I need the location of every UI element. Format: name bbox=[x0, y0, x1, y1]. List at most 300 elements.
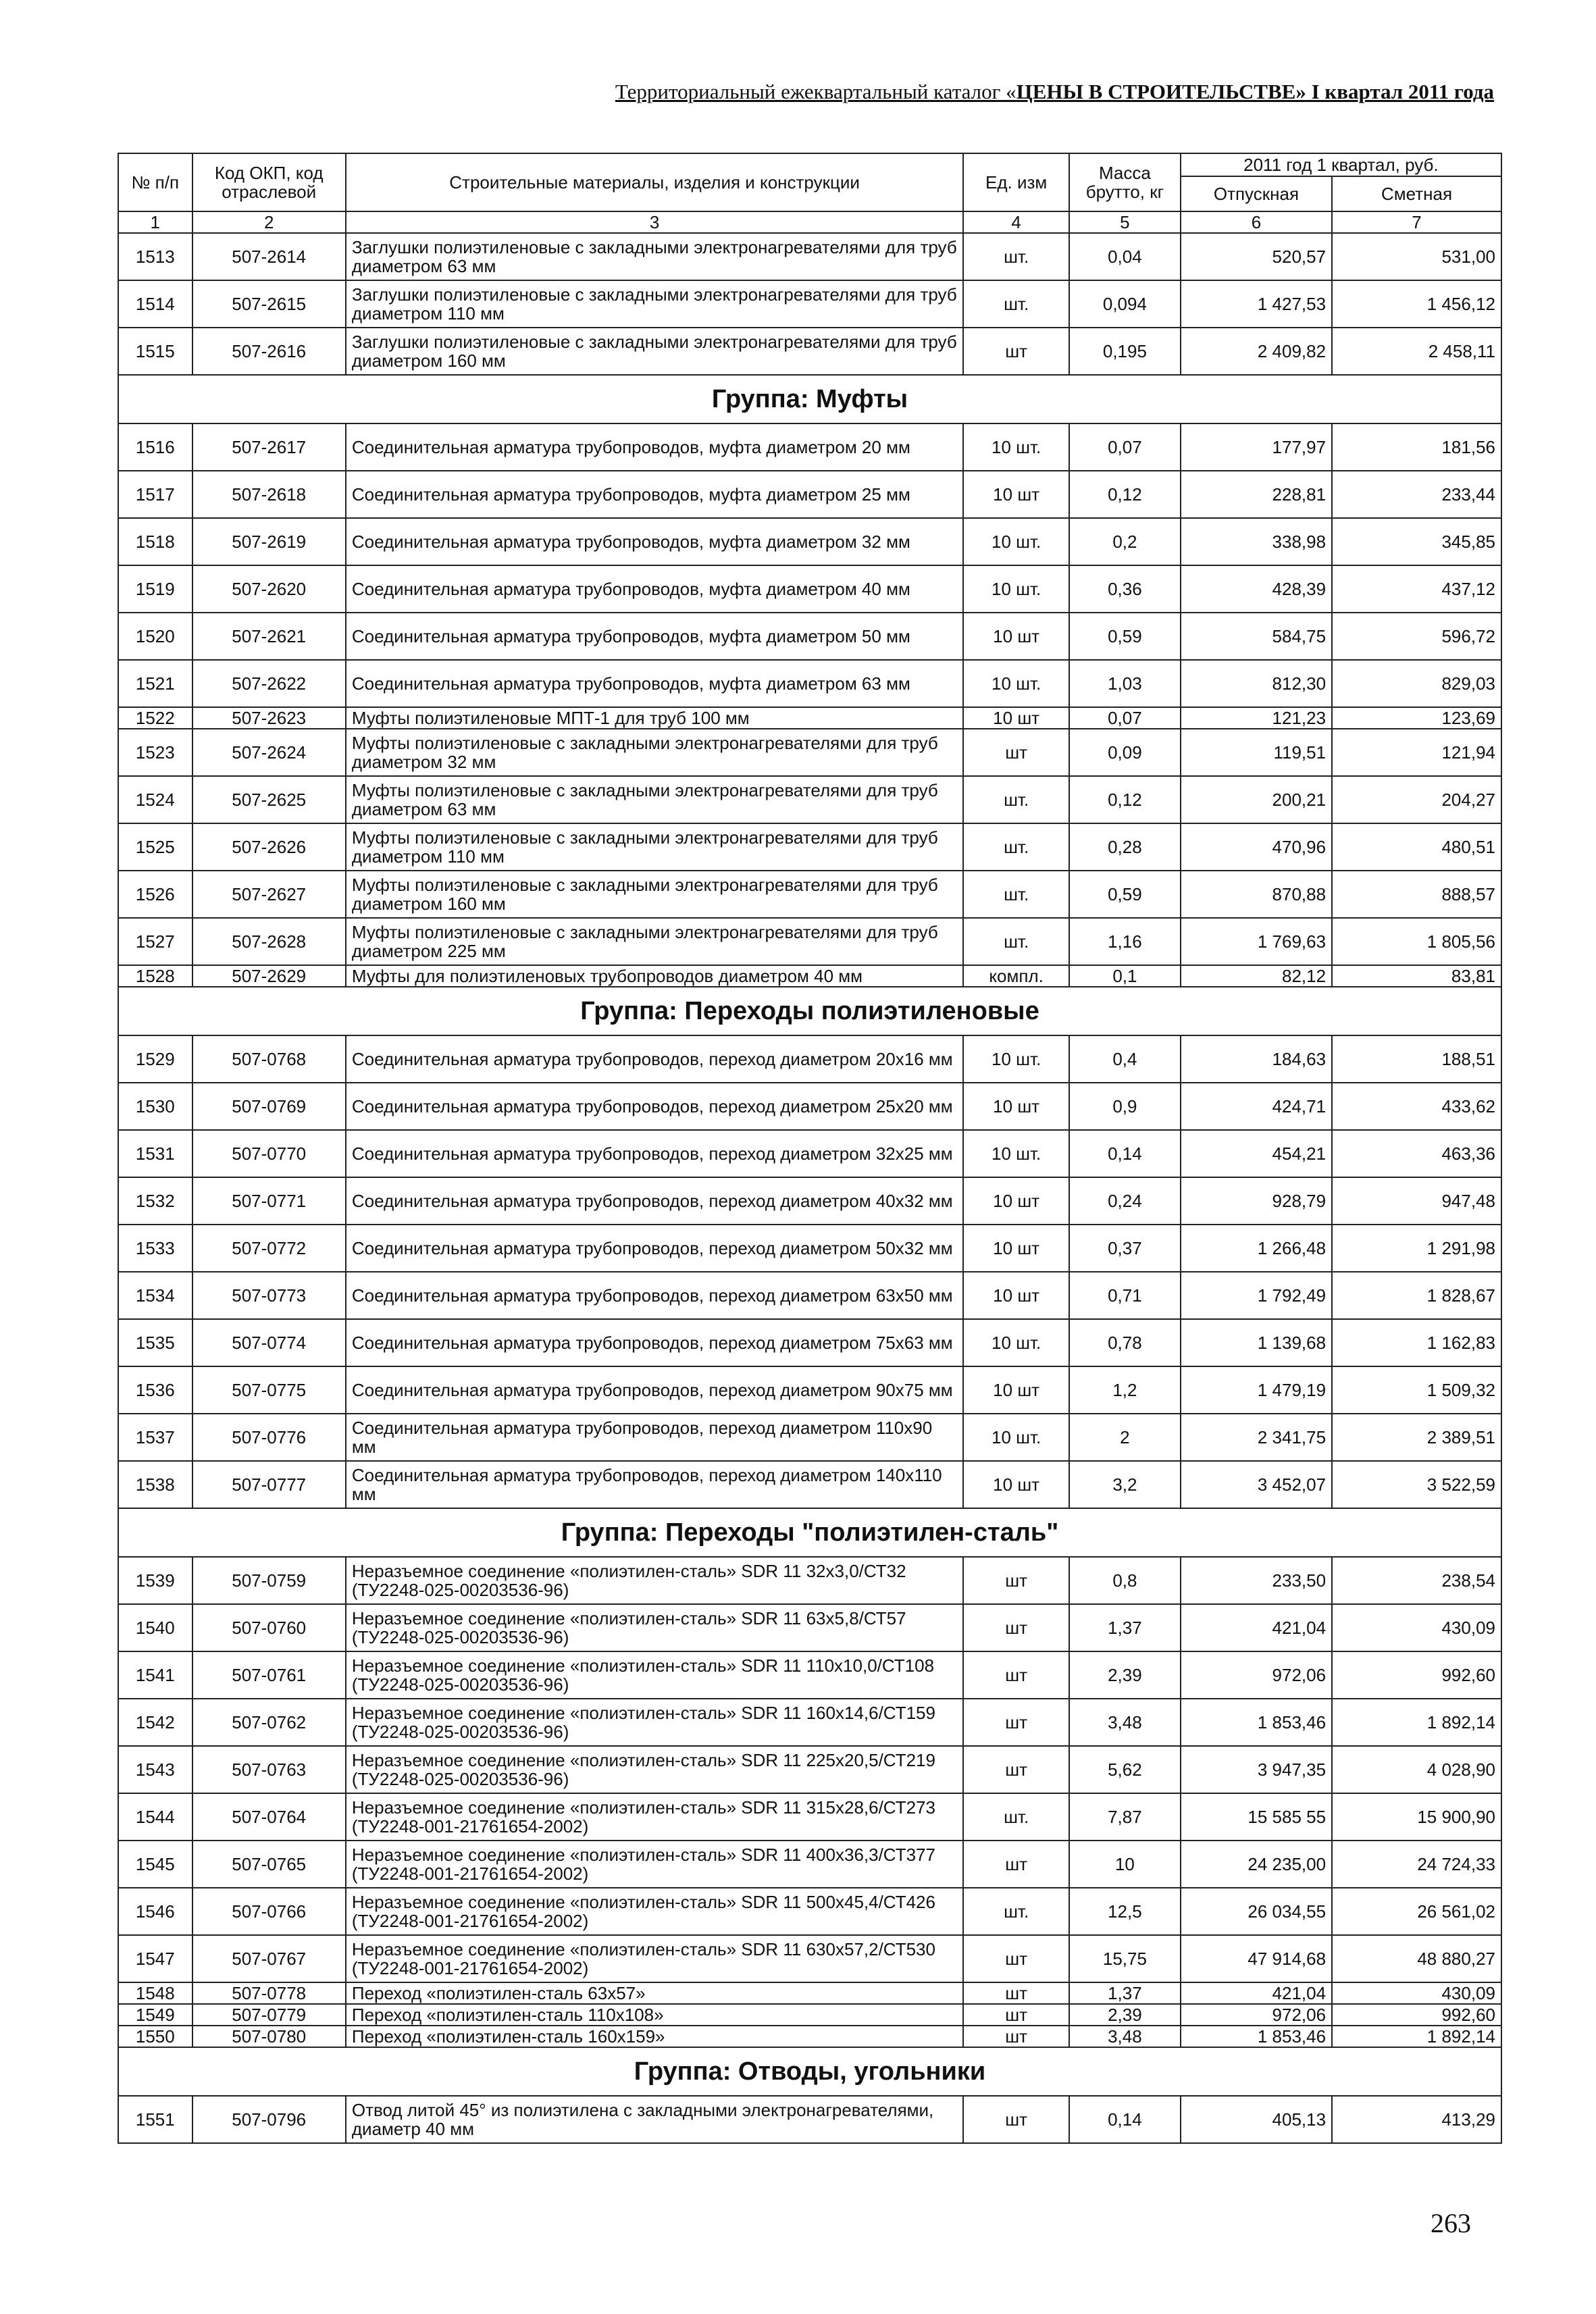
table-row bbox=[118, 565, 1501, 613]
row-name: Отвод литой 45° из полиэтилена с закладными электронагревателями, диаметр 40 мм bbox=[346, 2096, 963, 2143]
row-name: Заглушки полиэтиленовые с закладными электронагревателями для труб диаметром 110 мм bbox=[346, 280, 963, 328]
row-code: 507-2626 bbox=[192, 823, 346, 871]
row-number: 1534 bbox=[118, 1272, 192, 1319]
row-number: 1549 bbox=[118, 2004, 192, 2026]
row-name: Муфты полиэтиленовые с закладными электронагревателями для труб диаметром 63 мм bbox=[346, 776, 963, 823]
row-price-release: 421,04 bbox=[1181, 1982, 1332, 2004]
row-name: Неразъемное соединение «полиэтилен-сталь» SDR 11 110х10,0/СТ108 (ТУ2248-025-00203536-96) bbox=[346, 1651, 963, 1699]
row-unit: шт bbox=[963, 2096, 1069, 2143]
row-price-estimate: 1 805,56 bbox=[1332, 918, 1501, 965]
group-header-row bbox=[118, 2047, 1501, 2096]
row-mass: 0,37 bbox=[1069, 1225, 1181, 1272]
row-number: 1546 bbox=[118, 1888, 192, 1935]
table-row bbox=[118, 2096, 1501, 2143]
row-mass: 0,9 bbox=[1069, 1083, 1181, 1130]
row-number: 1517 bbox=[118, 471, 192, 518]
row-price-release: 1 479,19 bbox=[1181, 1366, 1332, 1414]
column-number: 1 bbox=[118, 211, 192, 233]
row-name: Соединительная арматура трубопроводов, переход диаметром 32х25 мм bbox=[346, 1130, 963, 1177]
row-unit: 10 шт. bbox=[963, 1035, 1069, 1083]
row-code: 507-0767 bbox=[192, 1935, 346, 1982]
row-mass: 0,59 bbox=[1069, 613, 1181, 660]
row-price-estimate: 992,60 bbox=[1332, 2004, 1501, 2026]
row-price-release: 233,50 bbox=[1181, 1557, 1332, 1604]
row-unit: шт bbox=[963, 2004, 1069, 2026]
row-price-estimate: 888,57 bbox=[1332, 871, 1501, 918]
table-row bbox=[118, 423, 1501, 471]
row-code: 507-0763 bbox=[192, 1746, 346, 1793]
row-code: 507-0777 bbox=[192, 1461, 346, 1508]
row-price-release: 3 947,35 bbox=[1181, 1746, 1332, 1793]
column-number-row bbox=[118, 211, 1501, 233]
row-mass: 5,62 bbox=[1069, 1746, 1181, 1793]
row-unit: шт bbox=[963, 1557, 1069, 1604]
row-number: 1528 bbox=[118, 965, 192, 987]
row-mass: 1,2 bbox=[1069, 1366, 1181, 1414]
row-name: Соединительная арматура трубопроводов, муфта диаметром 63 мм bbox=[346, 660, 963, 707]
row-name: Неразъемное соединение «полиэтилен-сталь» SDR 11 63х5,8/СТ57 (ТУ2248-025-00203536-96) bbox=[346, 1604, 963, 1651]
row-unit: 10 шт. bbox=[963, 1130, 1069, 1177]
row-code: 507-0762 bbox=[192, 1699, 346, 1746]
table-row bbox=[118, 1272, 1501, 1319]
row-code: 507-2628 bbox=[192, 918, 346, 965]
row-price-estimate: 188,51 bbox=[1332, 1035, 1501, 1083]
row-code: 507-0774 bbox=[192, 1319, 346, 1366]
col-price-estimate-header: Сметная bbox=[1332, 176, 1501, 211]
row-unit: шт bbox=[963, 1982, 1069, 2004]
row-name: Соединительная арматура трубопроводов, муфта диаметром 32 мм bbox=[346, 518, 963, 565]
row-mass: 0,09 bbox=[1069, 729, 1181, 776]
row-mass: 2 bbox=[1069, 1414, 1181, 1461]
table-row bbox=[118, 776, 1501, 823]
row-price-estimate: 121,94 bbox=[1332, 729, 1501, 776]
row-code: 507-0766 bbox=[192, 1888, 346, 1935]
column-number: 4 bbox=[963, 211, 1069, 233]
row-number: 1519 bbox=[118, 565, 192, 613]
row-unit: 10 шт bbox=[963, 1225, 1069, 1272]
table-row bbox=[118, 518, 1501, 565]
row-code: 507-0773 bbox=[192, 1272, 346, 1319]
col-num-header: № п/п bbox=[118, 153, 192, 211]
row-mass: 0,2 bbox=[1069, 518, 1181, 565]
row-name: Соединительная арматура трубопроводов, переход диаметром 110х90 мм bbox=[346, 1414, 963, 1461]
group-header-row bbox=[118, 1508, 1501, 1557]
row-name: Соединительная арматура трубопроводов, переход диаметром 50х32 мм bbox=[346, 1225, 963, 1272]
table-row bbox=[118, 2026, 1501, 2047]
row-unit: шт bbox=[963, 1604, 1069, 1651]
row-mass: 0,78 bbox=[1069, 1319, 1181, 1366]
row-price-release: 119,51 bbox=[1181, 729, 1332, 776]
row-price-estimate: 413,29 bbox=[1332, 2096, 1501, 2143]
row-name: Переход «полиэтилен-сталь 63х57» bbox=[346, 1982, 963, 2004]
row-number: 1530 bbox=[118, 1083, 192, 1130]
row-number: 1520 bbox=[118, 613, 192, 660]
row-code: 507-2618 bbox=[192, 471, 346, 518]
row-unit: 10 шт bbox=[963, 1366, 1069, 1414]
row-mass: 3,48 bbox=[1069, 2026, 1181, 2047]
row-unit: шт bbox=[963, 1841, 1069, 1888]
row-number: 1518 bbox=[118, 518, 192, 565]
row-price-estimate: 1 892,14 bbox=[1332, 2026, 1501, 2047]
row-number: 1532 bbox=[118, 1177, 192, 1225]
table-row bbox=[118, 1557, 1501, 1604]
row-name: Неразъемное соединение «полиэтилен-сталь» SDR 11 160х14,6/СТ159 (ТУ2248-025-00203536-96) bbox=[346, 1699, 963, 1746]
row-price-release: 2 409,82 bbox=[1181, 328, 1332, 375]
row-name: Неразъемное соединение «полиэтилен-сталь» SDR 11 630х57,2/СТ530 (ТУ2248-001-21761654-2002) bbox=[346, 1935, 963, 1982]
table-row bbox=[118, 1982, 1501, 2004]
row-code: 507-2624 bbox=[192, 729, 346, 776]
row-number: 1537 bbox=[118, 1414, 192, 1461]
row-name: Соединительная арматура трубопроводов, переход диаметром 20х16 мм bbox=[346, 1035, 963, 1083]
row-price-release: 47 914,68 bbox=[1181, 1935, 1332, 1982]
table-row bbox=[118, 1746, 1501, 1793]
table-row bbox=[118, 660, 1501, 707]
row-mass: 7,87 bbox=[1069, 1793, 1181, 1841]
row-number: 1544 bbox=[118, 1793, 192, 1841]
row-price-estimate: 345,85 bbox=[1332, 518, 1501, 565]
row-price-release: 24 235,00 bbox=[1181, 1841, 1332, 1888]
row-price-release: 1 427,53 bbox=[1181, 280, 1332, 328]
row-unit: шт bbox=[963, 1699, 1069, 1746]
row-price-release: 584,75 bbox=[1181, 613, 1332, 660]
row-name: Муфты полиэтиленовые с закладными электронагревателями для труб диаметром 160 мм bbox=[346, 871, 963, 918]
table-row bbox=[118, 1366, 1501, 1414]
row-number: 1545 bbox=[118, 1841, 192, 1888]
row-name: Неразъемное соединение «полиэтилен-сталь» SDR 11 225х20,5/СТ219 (ТУ2248-025-00203536-96) bbox=[346, 1746, 963, 1793]
col-unit-header: Ед. изм bbox=[963, 153, 1069, 211]
row-unit: 10 шт. bbox=[963, 565, 1069, 613]
row-number: 1538 bbox=[118, 1461, 192, 1508]
row-price-estimate: 596,72 bbox=[1332, 613, 1501, 660]
table-row bbox=[118, 1935, 1501, 1982]
page-header bbox=[503, 80, 1494, 104]
group-title: Группа: Переходы "полиэтилен-сталь" bbox=[118, 1508, 1501, 1557]
table-row bbox=[118, 1177, 1501, 1225]
row-price-estimate: 238,54 bbox=[1332, 1557, 1501, 1604]
table-row bbox=[118, 707, 1501, 729]
row-name: Соединительная арматура трубопроводов, переход диаметром 25х20 мм bbox=[346, 1083, 963, 1130]
row-name: Муфты для полиэтиленовых трубопроводов диаметром 40 мм bbox=[346, 965, 963, 987]
row-code: 507-2622 bbox=[192, 660, 346, 707]
table-row bbox=[118, 1130, 1501, 1177]
row-price-estimate: 1 456,12 bbox=[1332, 280, 1501, 328]
row-name: Переход «полиэтилен-сталь 110х108» bbox=[346, 2004, 963, 2026]
row-number: 1539 bbox=[118, 1557, 192, 1604]
table-row bbox=[118, 1319, 1501, 1366]
row-unit: 10 шт bbox=[963, 1177, 1069, 1225]
row-price-release: 82,12 bbox=[1181, 965, 1332, 987]
row-price-estimate: 829,03 bbox=[1332, 660, 1501, 707]
row-code: 507-0780 bbox=[192, 2026, 346, 2047]
table-row bbox=[118, 1604, 1501, 1651]
row-unit: 10 шт bbox=[963, 1272, 1069, 1319]
row-name: Муфты полиэтиленовые с закладными электронагревателями для труб диаметром 110 мм bbox=[346, 823, 963, 871]
price-table bbox=[118, 153, 1502, 2144]
row-code: 507-0764 bbox=[192, 1793, 346, 1841]
row-mass: 0,07 bbox=[1069, 707, 1181, 729]
row-price-estimate: 48 880,27 bbox=[1332, 1935, 1501, 1982]
row-name: Неразъемное соединение «полиэтилен-сталь» SDR 11 400х36,3/СТ377 (ТУ2248-001-21761654-2002) bbox=[346, 1841, 963, 1888]
header-suffix: I квартал 2011 года bbox=[1306, 80, 1494, 103]
row-name: Соединительная арматура трубопроводов, переход диаметром 75х63 мм bbox=[346, 1319, 963, 1366]
row-name: Неразъемное соединение «полиэтилен-сталь» SDR 11 315х28,6/СТ273 (ТУ2248-001-21761654-2002) bbox=[346, 1793, 963, 1841]
row-number: 1514 bbox=[118, 280, 192, 328]
row-price-release: 15 585 55 bbox=[1181, 1793, 1332, 1841]
row-unit: 10 шт. bbox=[963, 660, 1069, 707]
row-price-release: 470,96 bbox=[1181, 823, 1332, 871]
row-code: 507-0772 bbox=[192, 1225, 346, 1272]
row-price-release: 1 139,68 bbox=[1181, 1319, 1332, 1366]
row-number: 1525 bbox=[118, 823, 192, 871]
row-code: 507-2629 bbox=[192, 965, 346, 987]
col-code-header: Код ОКП, код отраслевой bbox=[192, 153, 346, 211]
row-price-estimate: 430,09 bbox=[1332, 1604, 1501, 1651]
row-price-release: 454,21 bbox=[1181, 1130, 1332, 1177]
row-mass: 0,71 bbox=[1069, 1272, 1181, 1319]
row-price-release: 184,63 bbox=[1181, 1035, 1332, 1083]
row-number: 1547 bbox=[118, 1935, 192, 1982]
row-number: 1529 bbox=[118, 1035, 192, 1083]
table-row bbox=[118, 1461, 1501, 1508]
row-mass: 1,37 bbox=[1069, 1604, 1181, 1651]
row-mass: 0,14 bbox=[1069, 2096, 1181, 2143]
row-number: 1551 bbox=[118, 2096, 192, 2143]
table-row bbox=[118, 1083, 1501, 1130]
table-row bbox=[118, 823, 1501, 871]
row-price-estimate: 947,48 bbox=[1332, 1177, 1501, 1225]
row-price-estimate: 437,12 bbox=[1332, 565, 1501, 613]
row-code: 507-2625 bbox=[192, 776, 346, 823]
row-unit: 10 шт. bbox=[963, 423, 1069, 471]
row-code: 507-2620 bbox=[192, 565, 346, 613]
row-mass: 0,1 bbox=[1069, 965, 1181, 987]
row-number: 1543 bbox=[118, 1746, 192, 1793]
table-body bbox=[118, 233, 1501, 2143]
row-price-release: 177,97 bbox=[1181, 423, 1332, 471]
row-unit: шт bbox=[963, 729, 1069, 776]
table-row bbox=[118, 1225, 1501, 1272]
row-unit: шт bbox=[963, 1935, 1069, 1982]
table-row bbox=[118, 613, 1501, 660]
table-row bbox=[118, 1035, 1501, 1083]
row-price-release: 121,23 bbox=[1181, 707, 1332, 729]
header-title: ЦЕНЫ В СТРОИТЕЛЬСТВЕ» bbox=[1016, 80, 1306, 103]
row-price-estimate: 83,81 bbox=[1332, 965, 1501, 987]
row-unit: 10 шт. bbox=[963, 1414, 1069, 1461]
row-price-release: 1 853,46 bbox=[1181, 2026, 1332, 2047]
row-price-estimate: 463,36 bbox=[1332, 1130, 1501, 1177]
group-title: Группа: Переходы полиэтиленовые bbox=[118, 987, 1501, 1035]
table-row bbox=[118, 1414, 1501, 1461]
row-name: Соединительная арматура трубопроводов, переход диаметром 90х75 мм bbox=[346, 1366, 963, 1414]
row-price-release: 928,79 bbox=[1181, 1177, 1332, 1225]
row-price-estimate: 4 028,90 bbox=[1332, 1746, 1501, 1793]
row-unit: шт. bbox=[963, 776, 1069, 823]
row-code: 507-0778 bbox=[192, 1982, 346, 2004]
row-code: 507-0770 bbox=[192, 1130, 346, 1177]
table-row bbox=[118, 918, 1501, 965]
row-code: 507-2614 bbox=[192, 233, 346, 280]
row-price-release: 405,13 bbox=[1181, 2096, 1332, 2143]
col-name-header: Строительные материалы, изделия и конструкции bbox=[346, 153, 963, 211]
row-code: 507-0779 bbox=[192, 2004, 346, 2026]
row-price-release: 520,57 bbox=[1181, 233, 1332, 280]
table-row bbox=[118, 1841, 1501, 1888]
row-number: 1524 bbox=[118, 776, 192, 823]
row-mass: 0,04 bbox=[1069, 233, 1181, 280]
group-title: Группа: Отводы, угольники bbox=[118, 2047, 1501, 2096]
row-name: Неразъемное соединение «полиэтилен-сталь» SDR 11 32х3,0/СТ32 (ТУ2248-025-00203536-96) bbox=[346, 1557, 963, 1604]
row-unit: шт. bbox=[963, 233, 1069, 280]
row-price-release: 338,98 bbox=[1181, 518, 1332, 565]
row-mass: 0,59 bbox=[1069, 871, 1181, 918]
row-price-estimate: 26 561,02 bbox=[1332, 1888, 1501, 1935]
row-mass: 0,195 bbox=[1069, 328, 1181, 375]
row-price-estimate: 1 291,98 bbox=[1332, 1225, 1501, 1272]
row-price-estimate: 1 162,83 bbox=[1332, 1319, 1501, 1366]
row-price-release: 424,71 bbox=[1181, 1083, 1332, 1130]
row-code: 507-0796 bbox=[192, 2096, 346, 2143]
row-price-release: 421,04 bbox=[1181, 1604, 1332, 1651]
row-price-release: 972,06 bbox=[1181, 2004, 1332, 2026]
group-title: Группа: Муфты bbox=[118, 375, 1501, 423]
row-code: 507-0768 bbox=[192, 1035, 346, 1083]
row-name: Заглушки полиэтиленовые с закладными электронагревателями для труб диаметром 63 мм bbox=[346, 233, 963, 280]
row-name: Соединительная арматура трубопроводов, муфта диаметром 40 мм bbox=[346, 565, 963, 613]
table-row bbox=[118, 328, 1501, 375]
row-number: 1533 bbox=[118, 1225, 192, 1272]
row-mass: 0,36 bbox=[1069, 565, 1181, 613]
row-code: 507-0776 bbox=[192, 1414, 346, 1461]
table-header-row bbox=[118, 153, 1501, 176]
row-number: 1523 bbox=[118, 729, 192, 776]
row-number: 1540 bbox=[118, 1604, 192, 1651]
row-mass: 1,37 bbox=[1069, 1982, 1181, 2004]
row-price-estimate: 2 389,51 bbox=[1332, 1414, 1501, 1461]
row-name: Муфты полиэтиленовые МПТ-1 для труб 100 мм bbox=[346, 707, 963, 729]
row-code: 507-2619 bbox=[192, 518, 346, 565]
row-unit: 10 шт bbox=[963, 1083, 1069, 1130]
row-number: 1535 bbox=[118, 1319, 192, 1366]
table-row bbox=[118, 965, 1501, 987]
row-price-release: 3 452,07 bbox=[1181, 1461, 1332, 1508]
row-number: 1513 bbox=[118, 233, 192, 280]
row-name: Заглушки полиэтиленовые с закладными электронагревателями для труб диаметром 160 мм bbox=[346, 328, 963, 375]
row-number: 1541 bbox=[118, 1651, 192, 1699]
row-price-release: 428,39 bbox=[1181, 565, 1332, 613]
row-mass: 0,8 bbox=[1069, 1557, 1181, 1604]
row-code: 507-0761 bbox=[192, 1651, 346, 1699]
row-number: 1521 bbox=[118, 660, 192, 707]
row-price-estimate: 15 900,90 bbox=[1332, 1793, 1501, 1841]
row-name: Муфты полиэтиленовые с закладными электронагревателями для труб диаметром 32 мм bbox=[346, 729, 963, 776]
row-mass: 12,5 bbox=[1069, 1888, 1181, 1935]
row-mass: 3,48 bbox=[1069, 1699, 1181, 1746]
row-mass: 2,39 bbox=[1069, 2004, 1181, 2026]
row-price-release: 200,21 bbox=[1181, 776, 1332, 823]
row-price-release: 972,06 bbox=[1181, 1651, 1332, 1699]
row-price-release: 870,88 bbox=[1181, 871, 1332, 918]
header-prefix: Территориальный ежеквартальный каталог « bbox=[615, 80, 1016, 103]
row-mass: 0,14 bbox=[1069, 1130, 1181, 1177]
row-name: Соединительная арматура трубопроводов, муфта диаметром 25 мм bbox=[346, 471, 963, 518]
page-number: 263 bbox=[1431, 2208, 1471, 2238]
row-price-release: 812,30 bbox=[1181, 660, 1332, 707]
row-price-estimate: 433,62 bbox=[1332, 1083, 1501, 1130]
row-mass: 15,75 bbox=[1069, 1935, 1181, 1982]
row-code: 507-0760 bbox=[192, 1604, 346, 1651]
row-name: Неразъемное соединение «полиэтилен-сталь» SDR 11 500х45,4/СТ426 (ТУ2248-001-21761654-2002) bbox=[346, 1888, 963, 1935]
row-mass: 0,094 bbox=[1069, 280, 1181, 328]
row-unit: 10 шт. bbox=[963, 1319, 1069, 1366]
row-mass: 0,12 bbox=[1069, 471, 1181, 518]
col-price-release-header: Отпускная bbox=[1181, 176, 1332, 211]
row-number: 1527 bbox=[118, 918, 192, 965]
row-mass: 0,4 bbox=[1069, 1035, 1181, 1083]
row-code: 507-2615 bbox=[192, 280, 346, 328]
row-unit: шт bbox=[963, 328, 1069, 375]
row-price-estimate: 1 828,67 bbox=[1332, 1272, 1501, 1319]
row-price-estimate: 233,44 bbox=[1332, 471, 1501, 518]
row-price-release: 228,81 bbox=[1181, 471, 1332, 518]
row-unit: компл. bbox=[963, 965, 1069, 987]
row-unit: 10 шт bbox=[963, 471, 1069, 518]
row-name: Соединительная арматура трубопроводов, муфта диаметром 20 мм bbox=[346, 423, 963, 471]
row-code: 507-2616 bbox=[192, 328, 346, 375]
row-name: Соединительная арматура трубопроводов, муфта диаметром 50 мм bbox=[346, 613, 963, 660]
table-row bbox=[118, 871, 1501, 918]
row-unit: 10 шт bbox=[963, 707, 1069, 729]
table-row bbox=[118, 280, 1501, 328]
row-number: 1548 bbox=[118, 1982, 192, 2004]
row-unit: шт. bbox=[963, 871, 1069, 918]
row-mass: 3,2 bbox=[1069, 1461, 1181, 1508]
table-row bbox=[118, 1651, 1501, 1699]
table-row bbox=[118, 2004, 1501, 2026]
row-mass: 0,24 bbox=[1069, 1177, 1181, 1225]
row-price-release: 1 266,48 bbox=[1181, 1225, 1332, 1272]
row-unit: 10 шт bbox=[963, 613, 1069, 660]
table-row bbox=[118, 1888, 1501, 1935]
row-mass: 2,39 bbox=[1069, 1651, 1181, 1699]
group-header-row bbox=[118, 375, 1501, 423]
row-unit: шт bbox=[963, 1651, 1069, 1699]
row-number: 1550 bbox=[118, 2026, 192, 2047]
row-mass: 0,28 bbox=[1069, 823, 1181, 871]
row-price-estimate: 1 509,32 bbox=[1332, 1366, 1501, 1414]
row-price-release: 2 341,75 bbox=[1181, 1414, 1332, 1461]
row-code: 507-0759 bbox=[192, 1557, 346, 1604]
row-number: 1515 bbox=[118, 328, 192, 375]
row-price-estimate: 430,09 bbox=[1332, 1982, 1501, 2004]
row-price-estimate: 1 892,14 bbox=[1332, 1699, 1501, 1746]
row-unit: шт bbox=[963, 2026, 1069, 2047]
row-code: 507-2623 bbox=[192, 707, 346, 729]
row-number: 1536 bbox=[118, 1366, 192, 1414]
table-row bbox=[118, 1699, 1501, 1746]
row-name: Муфты полиэтиленовые с закладными электронагревателями для труб диаметром 225 мм bbox=[346, 918, 963, 965]
row-number: 1526 bbox=[118, 871, 192, 918]
row-price-estimate: 2 458,11 bbox=[1332, 328, 1501, 375]
row-price-estimate: 24 724,33 bbox=[1332, 1841, 1501, 1888]
table-row bbox=[118, 233, 1501, 280]
row-code: 507-2621 bbox=[192, 613, 346, 660]
row-price-estimate: 992,60 bbox=[1332, 1651, 1501, 1699]
column-number: 2 bbox=[192, 211, 346, 233]
row-mass: 10 bbox=[1069, 1841, 1181, 1888]
column-number: 5 bbox=[1069, 211, 1181, 233]
row-unit: шт. bbox=[963, 823, 1069, 871]
